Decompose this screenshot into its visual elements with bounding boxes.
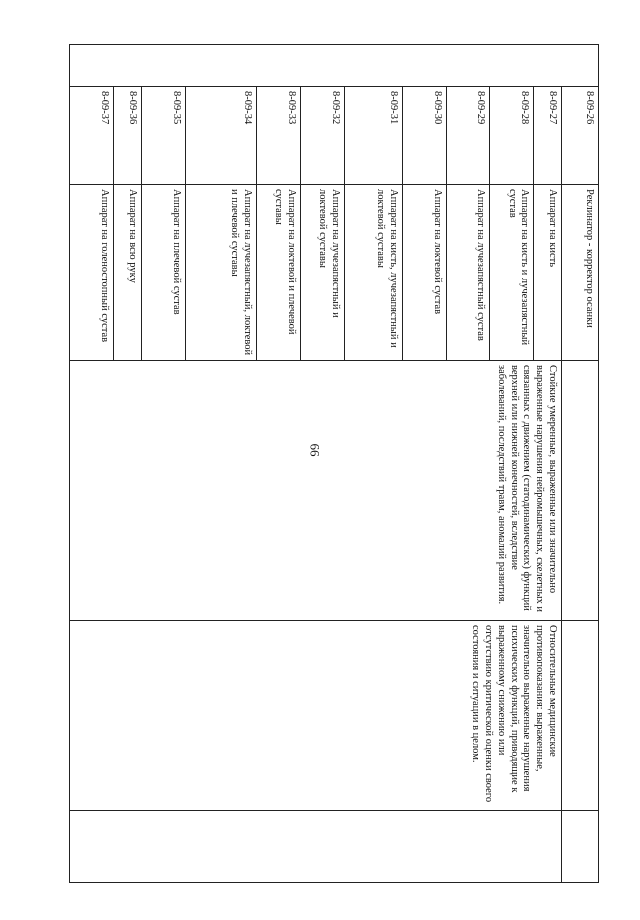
product-name-cell: Аппарат на голеностопный сустав xyxy=(70,185,114,361)
code-cell: 8-09-35 xyxy=(141,87,185,185)
product-name-cell: Аппарат на кисть и лучезапястный сустав xyxy=(490,185,534,361)
code-cell: 8-09-27 xyxy=(534,87,562,185)
page-number: 66 xyxy=(307,443,323,457)
product-name-cell: Аппарат на локтевой и плечевой суставы xyxy=(257,185,301,361)
product-name-cell: Аппарат на лучезапястный и локтевой суставы xyxy=(301,185,345,361)
product-name-cell: Аппарат на всю руку xyxy=(113,185,141,361)
code-cell: 8-09-34 xyxy=(185,87,257,185)
empty-margin-cell xyxy=(70,45,599,87)
code-cell: 8-09-28 xyxy=(490,87,534,185)
last-column-cell xyxy=(70,811,562,883)
product-name-cell: Аппарат на кисть, лучезапястный и локтевой суставы xyxy=(344,185,402,361)
document-table-wrapper xyxy=(69,44,599,882)
last-column-empty-cell xyxy=(562,811,599,883)
indications-empty-cell xyxy=(562,361,599,621)
code-cell: 8-09-29 xyxy=(446,87,490,185)
code-cell: 8-09-37 xyxy=(70,87,114,185)
product-name-cell: Аппарат на кисть xyxy=(534,185,562,361)
document-table xyxy=(69,44,599,883)
indications-cell: Стойкие умеренные, выраженные или значительно выраженные нарушения нейромышечных, скелетных и связанных с движением (статодинамических) функций верхней или нижней конечностей, вследствие заболеваний, последствий травм, аномалий развития. xyxy=(70,361,562,621)
code-cell: 8-09-30 xyxy=(402,87,446,185)
table-row xyxy=(562,45,599,883)
product-name-cell: Аппарат на лучезапястный, локтевой и плечевой суставы xyxy=(185,185,257,361)
product-name-cell: Реклинатор - корректор осанки xyxy=(562,185,599,361)
code-cell: 8-09-26 xyxy=(562,87,599,185)
code-cell: 8-09-32 xyxy=(301,87,345,185)
contraindications-empty-cell xyxy=(562,621,599,811)
product-name-cell: Аппарат на плечевой сустав xyxy=(141,185,185,361)
product-name-cell: Аппарат на локтевой сустав xyxy=(402,185,446,361)
table-row xyxy=(534,45,562,883)
rotated-table-container xyxy=(69,44,599,882)
code-cell: 8-09-36 xyxy=(113,87,141,185)
code-cell: 8-09-33 xyxy=(257,87,301,185)
code-cell: 8-09-31 xyxy=(344,87,402,185)
product-name-cell: Аппарат на лучезапястный сустав xyxy=(446,185,490,361)
contraindications-cell: Относительные медицинские противопоказания: выраженные, значительно выраженные нарушения психических функций, приводящие к выраженному снижению или отсутствию критической оценки своего состояния и ситуации в целом. xyxy=(70,621,562,811)
